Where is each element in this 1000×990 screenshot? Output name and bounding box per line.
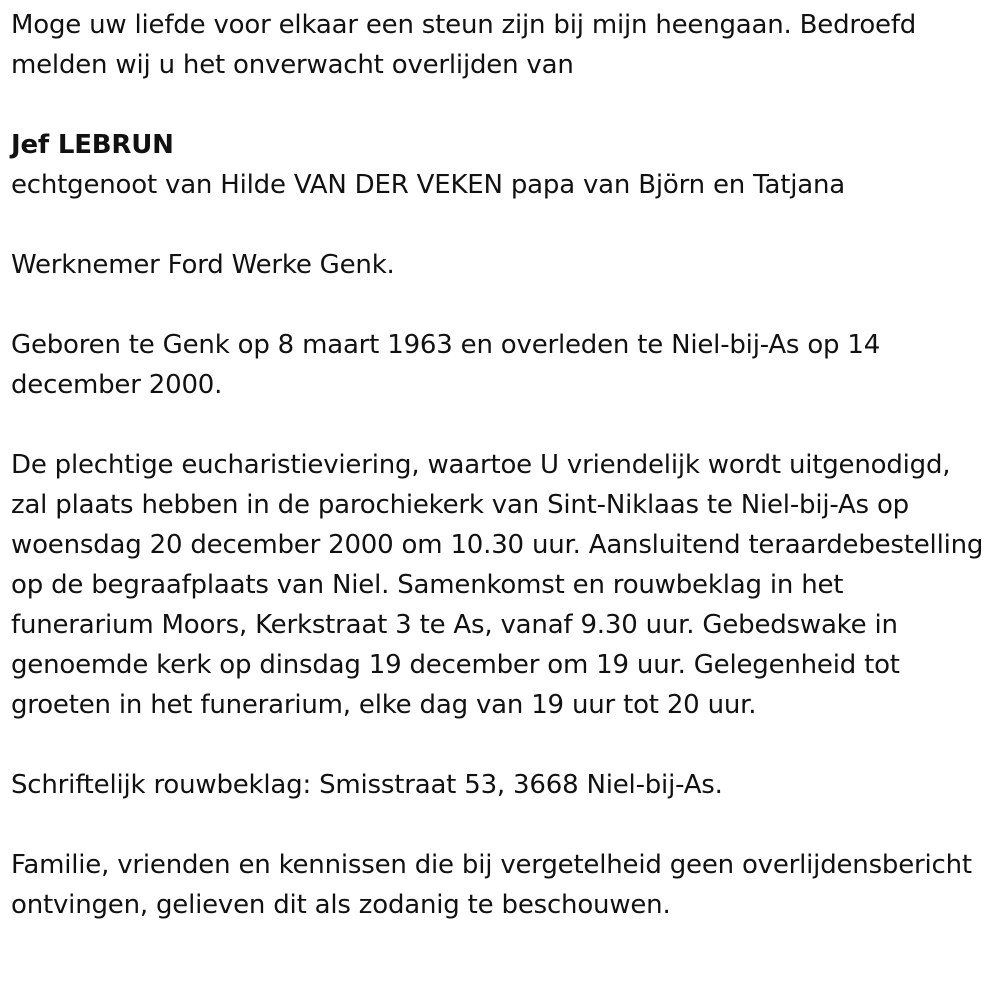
relations-paragraph: echtgenoot van Hilde VAN DER VEKEN papa van Björn en Tatjana (11, 170, 846, 200)
death-notice (11, 5, 993, 925)
written-condolences-paragraph: Schriftelijk rouwbeklag: Smisstraat 53, 3668 Niel-bij-As. (11, 770, 723, 800)
deceased-name: Jef LEBRUN (11, 130, 174, 160)
closing-paragraph: Familie, vrienden en kennissen die bij vergetelheid geen overlijdensbericht ontvingen, gelieven dit als zodanig te beschouwen. (11, 850, 972, 920)
intro-paragraph: Moge uw liefde voor elkaar een steun zijn bij mijn heengaan. Bedroefd melden wij u het onverwacht overlijden van (11, 10, 917, 80)
occupation-paragraph: Werknemer Ford Werke Genk. (11, 250, 395, 280)
birth-death-paragraph: Geboren te Genk op 8 maart 1963 en overleden te Niel-bij-As op 14 december 2000. (11, 330, 881, 400)
ceremony-paragraph: De plechtige eucharistieviering, waartoe U vriendelijk wordt uitgenodigd, zal plaats hebben in de parochiekerk van Sint-Niklaas te Niel-bij-As op woensdag 20 december 2000 om 10.30 uur. Aansluitend teraardebestelling op de begraafplaats van Niel. Samenkomst en rouwbeklag in het funerarium Moors, Kerkstraat 3 te As, vanaf 9.30 uur. Gebedswake in genoemde kerk op dinsdag 19 december om 19 uur. Gelegenheid tot groeten in het funerarium, elke dag van 19 uur tot 20 uur. (11, 450, 984, 720)
